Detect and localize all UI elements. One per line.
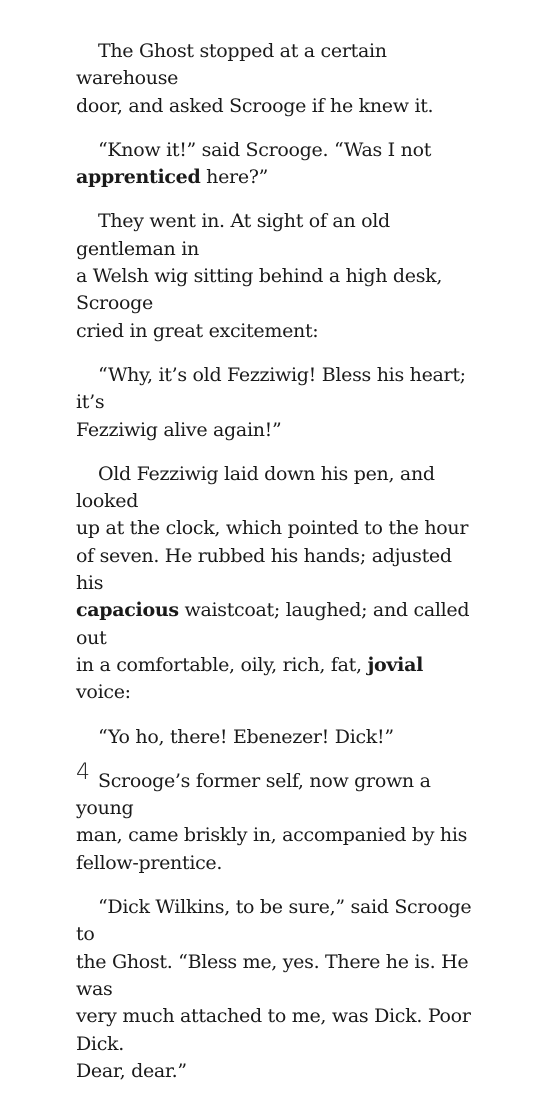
text-run: The Ghost stopped at a certain warehouse: [76, 40, 387, 90]
text-run: of seven. He rubbed his hands; adjusted his: [76, 544, 452, 595]
paragraph: [76, 137, 476, 192]
text-run: up at the clock, which pointed to the hour: [76, 517, 469, 540]
paragraph: [76, 38, 476, 120]
text-run: here?”: [200, 166, 269, 189]
text-run: waistcoat; laughed; and called out: [76, 599, 470, 649]
text-run: “Dick Wilkins, to be sure,” said Scrooge to: [76, 896, 472, 946]
paragraph: [76, 768, 476, 877]
glossary-word: jovial: [367, 653, 424, 676]
paragraph: [76, 724, 476, 751]
text-run: fellow-prentice.: [76, 851, 223, 874]
story-text: [76, 38, 476, 1102]
paragraph: [76, 362, 476, 444]
glossary-word: apprenticed: [76, 166, 201, 189]
text-run: Scrooge’s former self, now grown a young: [76, 769, 431, 820]
text-run: “Yo ho, there! Ebenezer! Dick!”: [98, 725, 394, 748]
text-run: door, and asked Scrooge if he knew it.: [76, 94, 434, 117]
paragraph: [76, 894, 476, 1085]
text-run: a Welsh wig sitting behind a high desk, Scrooge: [76, 265, 443, 315]
paragraph: [76, 461, 476, 707]
text-run: Fezziwig alive again!”: [76, 418, 282, 441]
text-run: “Know it!” said Scrooge. “Was I not: [98, 138, 432, 161]
paragraph: [76, 208, 476, 344]
page-number: 4: [76, 760, 90, 785]
text-run: Dear, dear.”: [76, 1059, 187, 1082]
glossary-word: capacious: [76, 599, 179, 622]
text-run: man, came briskly in, accompanied by his: [76, 824, 468, 847]
text-run: cried in great excitement:: [76, 319, 319, 342]
text-run: the Ghost. “Bless me, yes. There he is. He was: [76, 950, 469, 1000]
text-run: “Why, it’s old Fezziwig! Bless his heart; it’s: [76, 363, 466, 414]
text-run: They went in. At sight of an old gentleman in: [76, 210, 390, 260]
text-run: voice:: [76, 681, 131, 704]
text-run: in a comfortable, oily, rich, fat,: [76, 653, 368, 676]
text-run: very much attached to me, was Dick. Poor Dick.: [76, 1005, 471, 1055]
text-run: Old Fezziwig laid down his pen, and looked: [76, 462, 435, 513]
